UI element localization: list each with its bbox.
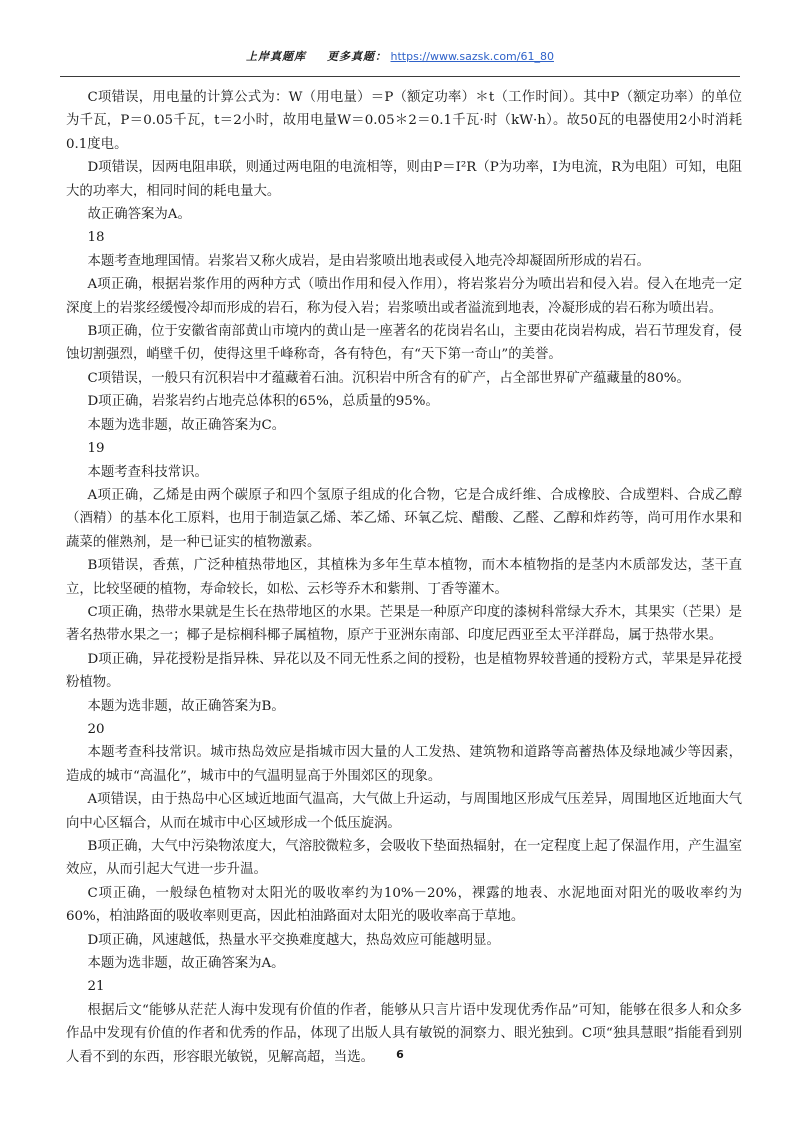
paragraph: B项错误，香蕉，广泛种植热带地区，其植株为多年生草本植物，而木本植物指的是茎内木质部发达，茎干直立，比较坚硬的植物，寿命较长，如松、云杉等乔木和紫荆、丁香等灌木。 xyxy=(66,558,742,597)
paragraph: D项正确，风速越低，热量水平交换难度越大，热岛效应可能越明显。 xyxy=(87,932,500,948)
site-name: 上岸真题库 xyxy=(246,50,307,63)
paragraph: A项错误，由于热岛中心区域近地面气温高，大气做上升运动，与周围地区形成气压差异，周围地区近地面大气向中心区辐合，从而在城市中心区域形成一个低压旋涡。 xyxy=(66,792,742,831)
question-number: 21 xyxy=(87,979,105,995)
paragraph: C项正确，热带水果就是生长在热带地区的水果。芒果是一种原产印度的漆树科常绿大乔木，其果实（芒果）是著名热带水果之一；椰子是棕榈科椰子属植物，原产于亚洲东南部、印度尼西亚至太平洋群岛，属于热带水果。 xyxy=(66,604,742,644)
question-number: 18 xyxy=(87,230,105,246)
paragraph: 根据后文“能够从茫茫人海中发现有价值的作者，能够从只言片语中发现优秀作品”可知，能够在很多人和众多作品中发现有价值的作者和优秀的作品，体现了出版人具有敏锐的洞察力、眼光独到。C项“独具慧眼”指能看到别人看不到的东西，形容眼光敏锐，见解高超，当选。 xyxy=(66,1002,742,1065)
more-questions-label: 更多真题： xyxy=(327,50,388,63)
paragraph: 本题为选非题，故正确答案为C。 xyxy=(87,417,286,433)
paragraph: C项正确，一般绿色植物对太阳光的吸收率约为10%－20%，裸露的地表、水泥地面对阳光的吸收率约为60%，柏油路面的吸收率则更高，因此柏油路面对太阳光的吸收率高于草地。 xyxy=(66,885,742,925)
document-body xyxy=(66,86,742,1069)
paragraph: A项正确，根据岩浆作用的两种方式（喷出作用和侵入作用），将岩浆岩分为喷出岩和侵入岩。侵入在地壳一定深度上的岩浆经缓慢冷却而形成的岩石，称为侵入岩；岩浆喷出或者溢流到地表，冷凝形成的岩石称为喷出岩。 xyxy=(66,277,742,316)
paragraph: 故正确答案为A。 xyxy=(87,207,191,223)
paragraph: 本题为选非题，故正确答案为B。 xyxy=(87,698,285,714)
question-number: 20 xyxy=(87,721,105,737)
paragraph: A项正确，乙烯是由两个碳原子和四个氢原子组成的化合物，它是合成纤维、合成橡胶、合成塑料、合成乙醇（酒精）的基本化工原料，也用于制造氯乙烯、苯乙烯、环氧乙烷、醋酸、乙醛、乙醇和炸药等，尚可用作水果和蔬菜的催熟剂，是一种已证实的植物激素。 xyxy=(66,487,742,550)
more-questions-link[interactable]: https://www.sazsk.com/61_80 xyxy=(390,50,554,63)
paragraph: 本题考查科技常识。城市热岛效应是指城市因大量的人工发热、建筑物和道路等高蓄热体及绿地减少等因素，造成的城市“高温化”，城市中的气温明显高于外围郊区的现象。 xyxy=(66,745,742,784)
paragraph: 本题考查科技常识。 xyxy=(87,464,208,480)
page-header xyxy=(0,48,800,64)
paragraph: C项错误，用电量的计算公式为：W（用电量）＝P（额定功率）＊t（工作时间）。其中P（额定功率）的单位为千瓦，P＝0.05千瓦，t＝2小时，故用电量W＝0.05＊2＝0.1千瓦·时（kW·h）。故50瓦的电器使用2小时消耗0.1度电。 xyxy=(66,90,742,152)
paragraph: D项正确，异花授粉是指异株、异花以及不同无性系之间的授粉，也是植物界较普通的授粉方式，苹果是异花授粉植物。 xyxy=(66,651,742,691)
paragraph: C项错误，一般只有沉积岩中才蕴藏着石油。沉积岩中所含有的矿产，占全部世界矿产蕴藏量的80%。 xyxy=(87,370,690,386)
paragraph: B项正确，大气中污染物浓度大，气溶胶微粒多，会吸收下垫面热辐射，在一定程度上起了保温作用，产生温室效应，从而引起大气进一步升温。 xyxy=(66,839,742,878)
paragraph: 本题考查地理国情。岩浆岩又称火成岩，是由岩浆喷出地表或侵入地壳冷却凝固所形成的岩石。 xyxy=(87,253,650,269)
question-number: 19 xyxy=(87,441,105,457)
paragraph: 本题为选非题，故正确答案为A。 xyxy=(87,956,285,972)
paragraph: D项正确，岩浆岩约占地壳总体积的65%，总质量的95%。 xyxy=(87,394,439,410)
paragraph: B项正确，位于安徽省南部黄山市境内的黄山是一座著名的花岗岩名山，主要由花岗岩构成，岩石节理发育，侵蚀切割强烈，峭壁千仞，使得这里千峰称奇，各有特色，有“天下第一奇山”的美誉。 xyxy=(66,324,742,363)
paragraph: D项错误，因两电阻串联，则通过两电阻的电流相等，则由P＝I²R（P为功率，I为电流，R为电阻）可知，电阻大的功率大，相同时间的耗电量大。 xyxy=(66,160,742,199)
header-divider xyxy=(60,76,740,77)
page-number: 6 xyxy=(396,1048,404,1061)
